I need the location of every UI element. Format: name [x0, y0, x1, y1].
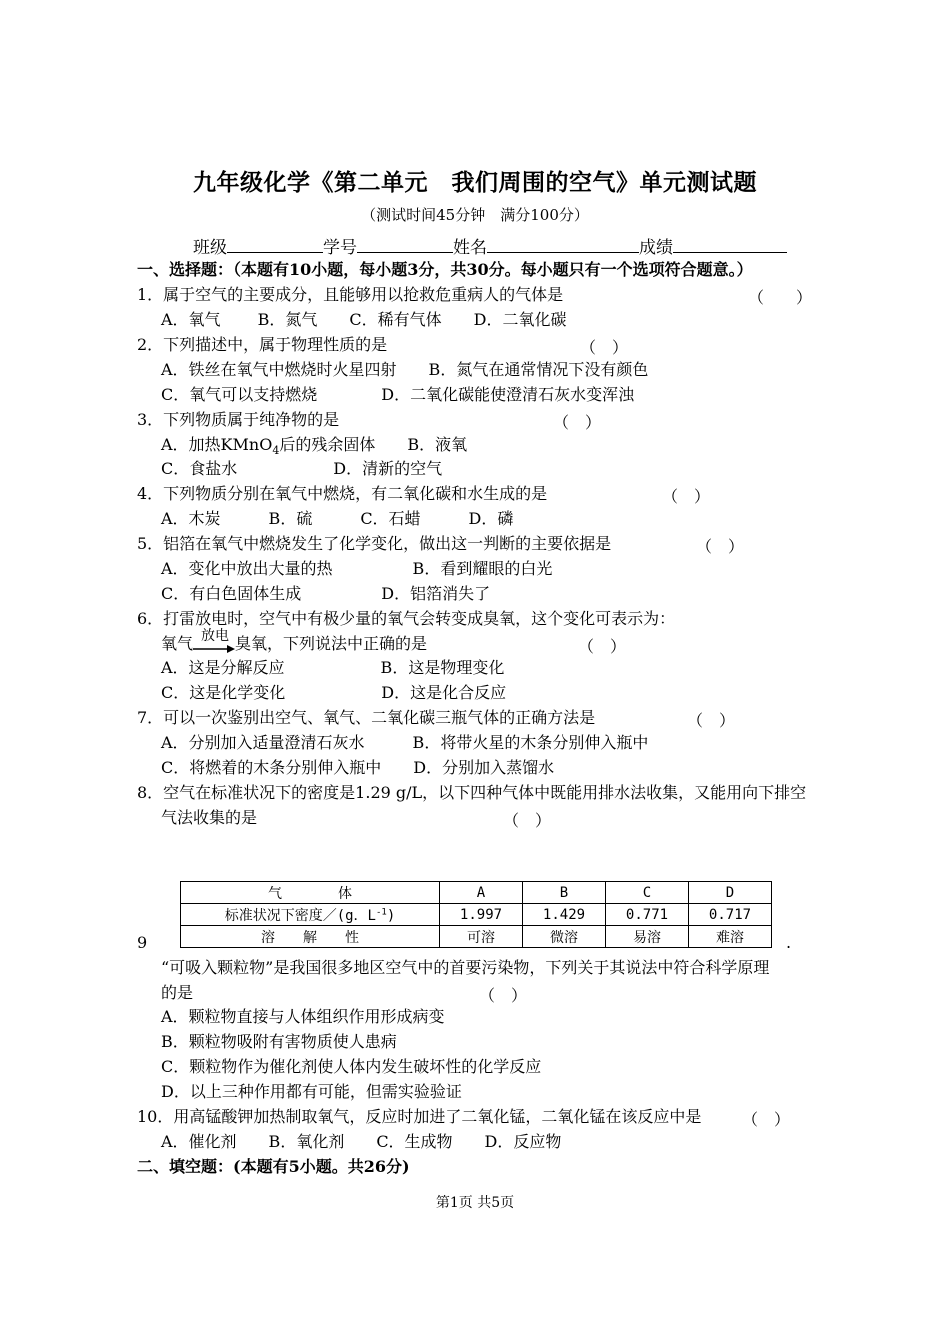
density-label: 标准状况下密度／(g．$L^{-1}$) [181, 904, 440, 926]
q7-options-cd: C．将燃着的木条分别伸入瓶中 D．分别加入蒸馏水 [161, 758, 555, 777]
section1-heading: 一、选择题：（本题有10小题，每小题3分，共30分。每小题只有一个选项符合题意。） [137, 260, 753, 279]
q9-number: 9 [137, 933, 148, 952]
q6-stem: 6．打雷放电时，空气中有极少量的氧气会转变成臭氧，这个变化可表示为： [137, 609, 676, 628]
q4-answer-blank[interactable]: （ ） [662, 487, 711, 506]
q3-answer-blank[interactable]: （ ） [553, 413, 602, 432]
q1-answer-blank[interactable]: （ ） [748, 288, 813, 307]
q1-options: A．氧气 B．氮气 C．稀有气体 D．二氧化碳 [161, 310, 567, 329]
q9-option-d: D．以上三种作用都有可能，但需实验验证 [161, 1082, 462, 1101]
q6-answer-blank[interactable]: （ ） [578, 637, 627, 656]
q3-options-cd: C．食盐水 D．清新的空气 [161, 459, 443, 478]
id-label: 学号 [323, 238, 357, 258]
q6-eq-condition: 放电 [201, 628, 230, 644]
page-subtitle: （测试时间45分钟 满分100分） [361, 206, 589, 224]
q5-options-cd: C．有白色固体生成 D．铝箔消失了 [161, 584, 491, 603]
q7-answer-blank[interactable]: （ ） [687, 711, 736, 730]
q9-answer-blank[interactable]: （ ） [479, 986, 528, 1005]
student-info-row [193, 233, 787, 258]
q7-stem: 7．可以一次鉴别出空气、氧气、二氧化碳三瓶气体的正确方法是 [137, 708, 596, 727]
table-row: 气 体 A B C D [181, 882, 772, 904]
q10-stem: 10．用高锰酸钾加热制取氧气，反应时加进了二氧化锰，二氧化锰在该反应中是 [137, 1107, 702, 1126]
q6-eq-left: 氧气 [161, 634, 194, 653]
q2-answer-blank[interactable]: （ ） [580, 338, 629, 357]
q9-dot: . [786, 933, 792, 952]
reaction-arrow [193, 628, 235, 655]
q3-options-ab: A．加热KMnO$_4$后的残余固体 B．液氧 [161, 435, 468, 458]
q1-stem: 1．属于空气的主要成分，且能够用以抢救危重病人的气体是 [137, 285, 564, 304]
name-field[interactable] [487, 234, 639, 253]
q8-stem: 8．空气在标准状况下的密度是1.29 g/L，以下四种气体中既能用排水法收集，又能用向下排空 [137, 783, 807, 802]
q2-options-cd: C．氧气可以支持燃烧 D．二氧化碳能使澄清石灰水变浑浊 [161, 385, 635, 404]
q8-stem-cont: 气法收集的是 [161, 808, 258, 827]
q6-options-cd: C．这是化学变化 D．这是化合反应 [161, 683, 507, 702]
q5-options-ab: A．变化中放出大量的热 B．看到耀眼的白光 [161, 559, 553, 578]
q3-stem: 3．下列物质属于纯净物的是 [137, 410, 340, 429]
q4-stem: 4．下列物质分别在氧气中燃烧，有二氧化碳和水生成的是 [137, 484, 548, 503]
score-label: 成绩 [639, 238, 673, 258]
q4-options: A．木炭 B．硫 C．石蜡 D．磷 [161, 509, 514, 528]
section2-heading: 二、填空题：(本题有5小题。共26分) [137, 1157, 410, 1176]
table-row: 溶 解 性 可溶 微溶 易溶 难溶 [181, 926, 772, 948]
q8-answer-blank[interactable]: （ ） [503, 811, 552, 830]
q7-options-ab: A．分别加入适量澄清石灰水 B．将带火星的木条分别伸入瓶中 [161, 733, 649, 752]
q5-stem: 5．铝箔在氧气中燃烧发生了化学变化，做出这一判断的主要依据是 [137, 534, 612, 553]
q2-stem: 2．下列描述中，属于物理性质的是 [137, 335, 388, 354]
id-field[interactable] [357, 234, 453, 253]
q5-answer-blank[interactable]: （ ） [696, 537, 745, 556]
q6-options-ab: A．这是分解反应 B．这是物理变化 [161, 658, 505, 677]
name-label: 姓名 [453, 238, 487, 258]
q9-option-a: A．颗粒物直接与人体组织作用形成病变 [161, 1007, 445, 1026]
q9-stem-cont: 的是 [161, 983, 194, 1002]
q6-equation [161, 628, 428, 655]
q6-eq-right: 臭氧，下列说法中正确的是 [235, 634, 428, 653]
q10-answer-blank[interactable]: （ ） [742, 1110, 791, 1129]
q9-option-b: B．颗粒物吸附有害物质使人患病 [161, 1032, 397, 1051]
gas-properties-table [180, 881, 772, 948]
page-footer: 第1页 共5页 [435, 1195, 515, 1211]
q9-option-c: C．颗粒物作为催化剂使人体内发生破坏性的化学反应 [161, 1057, 542, 1076]
right-arrow-icon [193, 633, 235, 655]
page-title: 九年级化学《第二单元 我们周围的空气》单元测试题 [193, 169, 757, 196]
table-row: 标准状况下密度／(g．$L^{-1}$) 1.997 1.429 0.771 0.717 [181, 904, 772, 926]
q2-options-ab: A．铁丝在氧气中燃烧时火星四射 B．氮气在通常情况下没有颜色 [161, 360, 649, 379]
class-field[interactable] [227, 234, 323, 253]
class-label: 班级 [193, 238, 227, 258]
q9-stem: “可吸入颗粒物”是我国很多地区空气中的首要污染物，下列关于其说法中符合科学原理 [161, 958, 770, 977]
score-field[interactable] [673, 234, 787, 253]
q10-options: A．催化剂 B．氧化剂 C．生成物 D．反应物 [161, 1132, 562, 1151]
